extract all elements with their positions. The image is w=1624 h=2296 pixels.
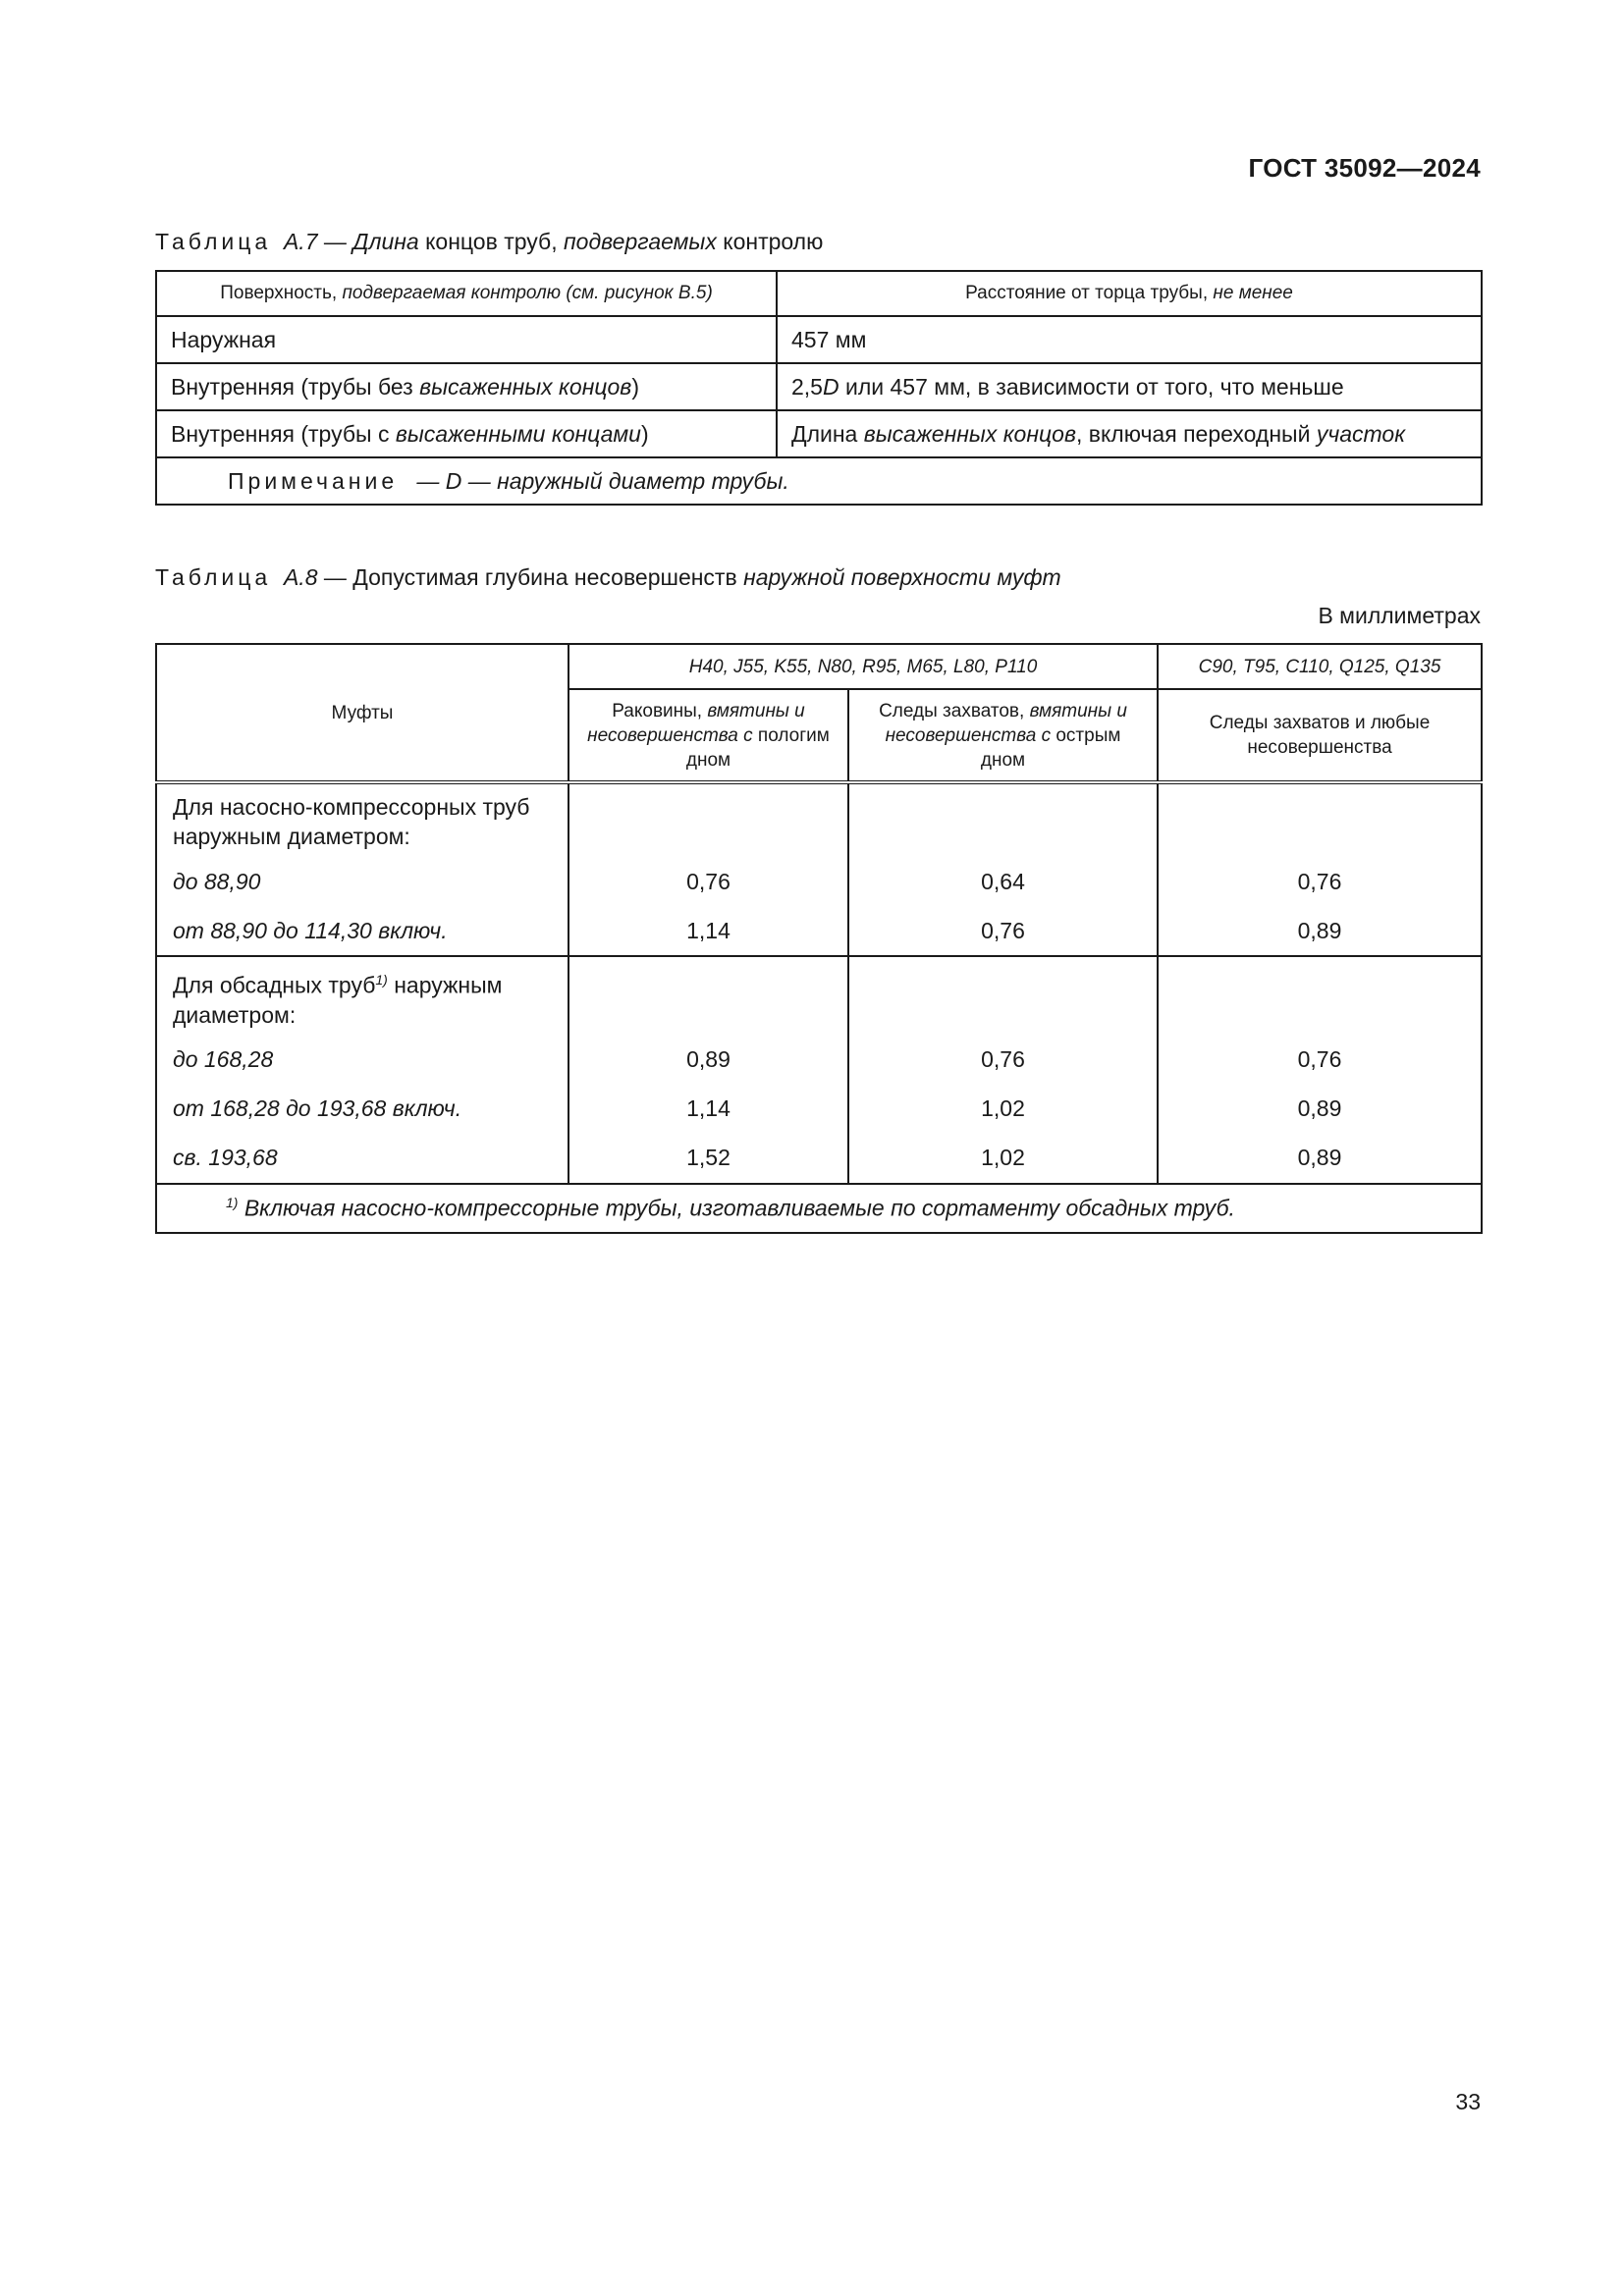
table-row: [156, 956, 1482, 1036]
table-a7-caption: Таблица А.7 — Длина концов труб, подвергаемых контролю: [155, 229, 824, 254]
table-cell: Наружная: [156, 316, 777, 363]
page-number: 33: [1455, 2089, 1481, 2114]
table-row: [156, 1036, 1482, 1085]
caption-text-italic: Длина: [352, 229, 419, 254]
table-header-row: [156, 644, 1482, 689]
table-cell: [848, 782, 1158, 857]
footnote-ref: 1): [375, 972, 388, 988]
standard-code: ГОСТ 35092—2024: [1248, 153, 1481, 183]
column-header-sharp-defects: Следы захватов, вмятины и несовершенства с острым дном: [848, 689, 1158, 782]
row-label: от 168,28 до 193,68 включ.: [156, 1085, 568, 1134]
table-cell: 1,14: [568, 906, 848, 956]
table-cell: 0,64: [848, 857, 1158, 906]
footnote-text: Включая насосно-компрессорные трубы, изготавливаемые по сортаменту обсадных труб.: [238, 1195, 1235, 1221]
row-label: до 168,28: [156, 1036, 568, 1085]
row-label: от 88,90 до 114,30 включ.: [156, 906, 568, 956]
column-group-header: C90, T95, C110, Q125, Q135: [1158, 644, 1482, 689]
column-header-distance: Расстояние от торца трубы, не менее: [777, 271, 1482, 316]
table-cell: Внутренняя (трубы с высаженными концами): [156, 410, 777, 457]
column-header-shallow-defects: Раковины, вмятины и несовершенства с пологим дном: [568, 689, 848, 782]
table-cell: 2,5D или 457 мм, в зависимости от того, что меньше: [777, 363, 1482, 410]
table-cell: 0,76: [568, 857, 848, 906]
column-group-header: H40, J55, K55, N80, R95, M65, L80, P110: [568, 644, 1158, 689]
column-header-any-defects: Следы захватов и любые несовершенства: [1158, 689, 1482, 782]
table-cell: 1,14: [568, 1085, 848, 1134]
caption-text-italic: наружной поверхности муфт: [743, 564, 1061, 590]
footnote-marker: 1): [226, 1194, 239, 1210]
caption-text-italic: подвергаемых: [564, 229, 717, 254]
tubing-group: [156, 782, 1482, 956]
table-row: [156, 857, 1482, 906]
table-footnote: [156, 1184, 1482, 1233]
caption-text: концов труб,: [418, 229, 564, 254]
table-cell: 0,89: [1158, 1085, 1482, 1134]
table-cell: [568, 956, 848, 1036]
table-footnote-row: [156, 1184, 1482, 1233]
table-cell: Длина высаженных концов, включая переходный участок: [777, 410, 1482, 457]
table-row: [156, 363, 1482, 410]
group-label: Для обсадных труб$^{1)}$ наружным диаметром:: [156, 956, 568, 1036]
table-cell: 457 мм: [777, 316, 1482, 363]
caption-word: Таблица: [155, 229, 272, 254]
column-header-muft: Муфты: [156, 644, 568, 782]
table-note-row: [156, 457, 1482, 505]
group-label: Для насосно-компрессорных труб наружным диаметром:: [156, 782, 568, 857]
table-cell: 0,76: [848, 1036, 1158, 1085]
note-label: Примечание: [228, 467, 399, 494]
caption-word: Таблица: [155, 564, 272, 590]
table-cell: [1158, 782, 1482, 857]
table-a7: [155, 270, 1483, 506]
table-cell: Внутренняя (трубы без высаженных концов): [156, 363, 777, 410]
column-header-surface: Поверхность, подвергаемая контролю (см. рисунок В.5): [156, 271, 777, 316]
caption-text: контролю: [716, 229, 824, 254]
row-label: св. 193,68: [156, 1134, 568, 1184]
table-cell: 0,76: [1158, 857, 1482, 906]
table-a8-caption: [155, 564, 1061, 591]
table-cell: 0,76: [1158, 1036, 1482, 1085]
table-row: [156, 410, 1482, 457]
units-label: В миллиметрах: [1318, 603, 1481, 628]
table-cell: 0,89: [568, 1036, 848, 1085]
table-header-row: [156, 271, 1482, 316]
table-row: [156, 1085, 1482, 1134]
table-row: [156, 316, 1482, 363]
table-row: [156, 782, 1482, 857]
table-note: [156, 457, 1482, 505]
table-cell: 1,02: [848, 1134, 1158, 1184]
table-cell: [1158, 956, 1482, 1036]
table-cell: 1,52: [568, 1134, 848, 1184]
table-cell: 0,89: [1158, 1134, 1482, 1184]
note-text: — D — наружный диаметр трубы.: [416, 467, 789, 494]
caption-text: — Допустимая глубина несовершенств: [317, 564, 744, 590]
caption-number: А.7: [283, 229, 318, 254]
table-row: [156, 906, 1482, 956]
table-cell: [848, 956, 1158, 1036]
table-cell: [568, 782, 848, 857]
casing-group: [156, 956, 1482, 1184]
table-row: [156, 1134, 1482, 1184]
table-cell: 0,76: [848, 906, 1158, 956]
table-cell: 0,89: [1158, 906, 1482, 956]
table-cell: 1,02: [848, 1085, 1158, 1134]
row-label: до 88,90: [156, 857, 568, 906]
caption-number: А.8: [283, 564, 318, 590]
table-a8: [155, 643, 1483, 1234]
